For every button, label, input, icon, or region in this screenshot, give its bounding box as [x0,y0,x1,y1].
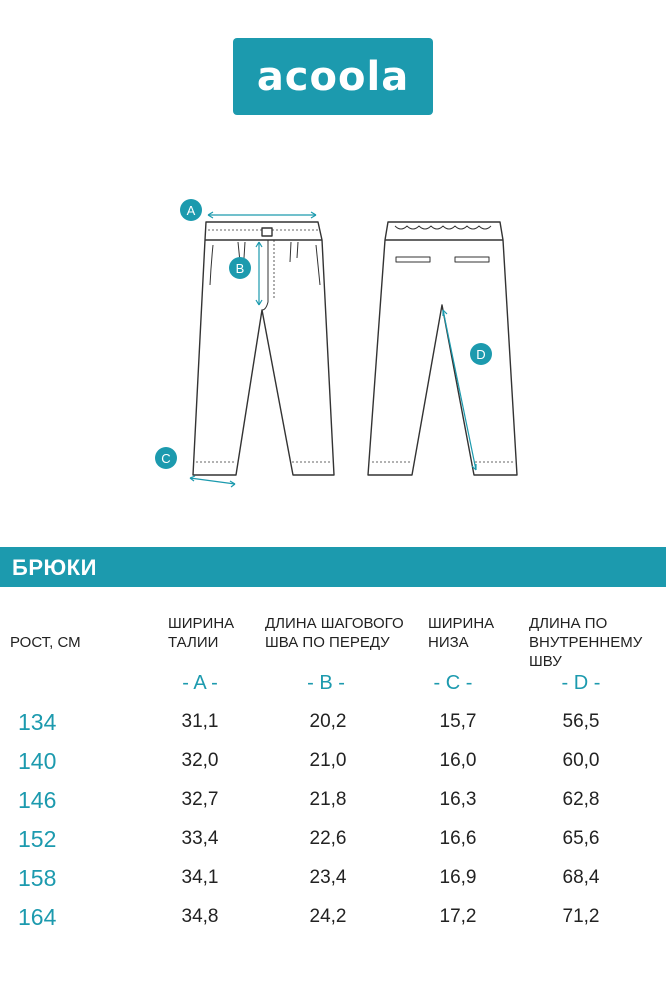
cell-b: 23,4 [309,867,347,888]
marker-b [229,257,251,279]
cell-d: 60,0 [562,750,600,771]
section-title: БРЮКИ [12,555,97,580]
cell-b: 20,2 [309,711,347,732]
height-column-header: РОСТ, СМ [10,634,81,651]
column-header-d: ДЛИНА ПО ВНУТРЕННЕМУ ШВУ [529,615,643,670]
cell-a: 31,1 [181,711,219,732]
cell-c: 16,9 [439,867,477,888]
cell-c: 16,6 [439,828,477,849]
brand-logo [233,38,433,115]
row-size: 134 [18,709,57,735]
cell-b: 24,2 [309,906,347,927]
row-size: 164 [18,904,57,930]
column-letter-a: - A - [182,672,218,694]
svg-text:D: D [476,347,486,362]
cell-d: 65,6 [562,828,600,849]
column-letter-d: - D - [561,672,601,694]
column-letter-b: - B - [307,672,345,694]
cell-d: 68,4 [562,867,600,888]
marker-d [470,343,492,365]
pants-diagram [0,180,666,500]
column-header-b: ДЛИНА ШАГОВОГО ШВА ПО ПЕРЕДУ [265,615,404,651]
row-size: 146 [18,787,57,813]
row-size: 140 [18,748,57,774]
cell-a: 34,8 [181,906,219,927]
svg-text:C: C [161,451,171,466]
svg-text:B: B [235,261,245,276]
cell-b: 21,8 [309,789,347,810]
section-banner [0,547,666,587]
row-size: 158 [18,865,57,891]
cell-a: 33,4 [181,828,219,849]
marker-a [180,199,202,221]
cell-a: 32,0 [181,750,219,771]
pants-front-drawing [193,222,334,475]
cell-a: 32,7 [181,789,219,810]
cell-d: 71,2 [562,906,600,927]
logo-text: acoola [256,53,410,100]
pants-back-drawing [368,222,517,475]
column-header-a: ШИРИНА ТАЛИИ [168,615,235,651]
column-header-c: ШИРИНА НИЗА [428,615,495,651]
cell-b: 21,0 [309,750,347,771]
row-size: 152 [18,826,57,852]
cell-a: 34,1 [181,867,219,888]
cell-d: 62,8 [562,789,600,810]
marker-c [155,447,177,469]
cell-c: 16,0 [439,750,477,771]
svg-text:A: A [186,203,196,218]
cell-c: 15,7 [439,711,477,732]
cell-c: 16,3 [439,789,477,810]
cell-c: 17,2 [439,906,477,927]
cell-d: 56,5 [562,711,600,732]
cell-b: 22,6 [309,828,347,849]
column-letter-c: - C - [433,672,473,694]
